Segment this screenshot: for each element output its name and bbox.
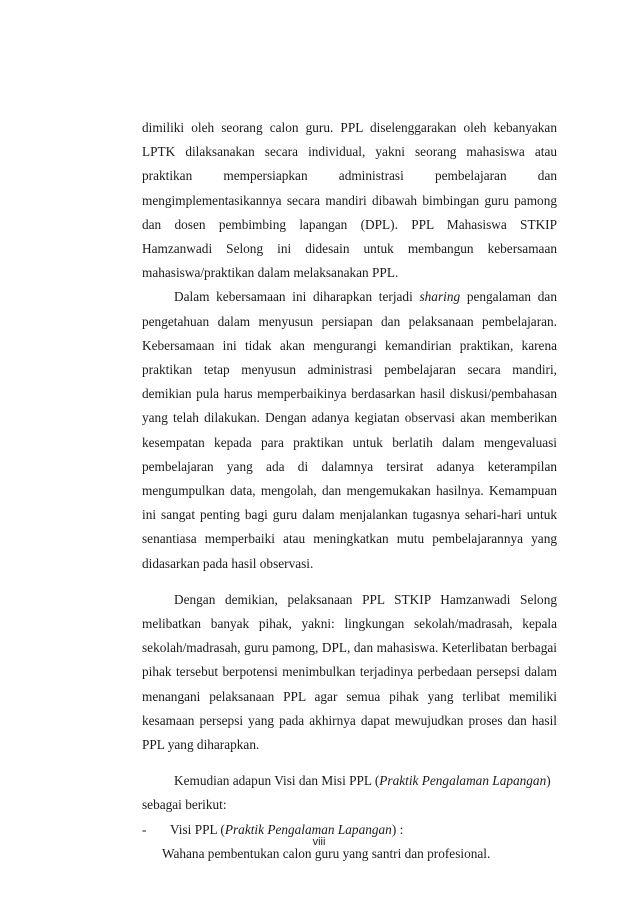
text-line: mengumpulkan data, mengolah, dan mengemukakan hasilnya. Kemampuan <box>142 483 557 499</box>
text-line: praktikan tetap menyusun administrasi pembelajaran secara mandiri, <box>142 362 557 378</box>
text-line: yang telah dilakukan. Dengan adanya kegiatan observasi akan memberikan <box>142 410 557 426</box>
text-line: pengetahuan dalam menyusun persiapan dan pelaksanaan pembelajaran. <box>142 313 557 329</box>
text-line: demikian pula harus memperbaikinya berdasarkan hasil diskusi/pembahasan <box>142 386 557 402</box>
paragraph-1 <box>142 116 557 285</box>
text-line: Kebersamaan ini tidak akan mengurangi kemandirian praktikan, karena <box>142 337 557 353</box>
text-line: dimiliki oleh seorang calon guru. PPL diselenggarakan oleh kebanyakan <box>142 120 557 135</box>
paragraph-3 <box>142 588 557 757</box>
text-segment: pengalaman dan <box>460 289 557 305</box>
text-line: kesempatan kepada para praktikan untuk berlatih dalam mengevaluasi <box>142 434 557 450</box>
paragraph-2 <box>142 285 557 575</box>
text-line: melibatkan banyak pihak, yakni: lingkungan sekolah/madrasah, kepala <box>142 616 557 632</box>
italic-term: Praktik Pengalaman Lapangan <box>379 773 547 789</box>
text-line: menangani pelaksanaan PPL agar semua pihak yang terlibat memiliki <box>142 688 557 704</box>
italic-term: sharing <box>419 289 461 305</box>
text-line: mahasiswa/praktikan dalam melaksanakan PPL. <box>142 265 399 281</box>
paragraph-gap <box>142 576 557 588</box>
text-line: praktikan mempersiapkan administrasi pembelajaran dan <box>142 168 557 184</box>
text-segment: Dalam kebersamaan ini diharapkan terjadi <box>174 289 420 305</box>
text-line: sebagai berikut: <box>142 797 227 813</box>
text-line: senantiasa memperbaiki atau meningkatkan mutu pembelajarannya yang <box>142 531 557 547</box>
paragraph-4 <box>142 769 557 817</box>
bullet-dash: - <box>142 821 147 837</box>
text-segment: ) <box>546 773 551 789</box>
text-line: kesamaan persepsi yang pada akhirnya dapat mewujudkan proses dan hasil <box>142 712 557 728</box>
text-line: PPL yang diharapkan. <box>142 737 260 753</box>
text-line: didasarkan pada hasil observasi. <box>142 555 314 571</box>
text-line: pihak tersebut berpotensi menimbulkan terjadinya perbedaan persepsi dalam <box>142 664 557 680</box>
text-line <box>142 285 557 309</box>
text-line: pembelajaran yang ada di dalamnya tersirat adanya keterampilan <box>142 458 557 474</box>
page-number: viii <box>312 836 326 848</box>
paragraph-gap <box>142 757 557 769</box>
text-segment: Kemudian adapun Visi dan Misi PPL ( <box>174 773 380 789</box>
text-segment: ) : <box>391 821 404 837</box>
text-line: mengimplementasikannya secara mandiri dibawah bimbingan guru pamong <box>142 192 557 208</box>
body-text <box>142 116 557 866</box>
text-line: sekolah/madrasah, guru pamong, DPL, dan mahasiswa. Keterlibatan berbagai <box>142 640 557 656</box>
text-line: Hamzanwadi Selong ini didesain untuk membangun kebersamaan <box>142 241 557 257</box>
text-line: ini sangat penting bagi guru dalam menjalankan tugasnya sehari-hari untuk <box>142 507 557 523</box>
text-line: Dengan demikian, pelaksanaan PPL STKIP Hamzanwadi Selong <box>174 591 557 607</box>
italic-term: Praktik Pengalaman Lapangan <box>224 821 392 837</box>
vision-description: Wahana pembentukan calon guru yang santri dan profesional. <box>162 845 491 861</box>
text-segment: Visi PPL ( <box>170 821 225 837</box>
text-line: dan dosen pembimbing lapangan (DPL). PPL Mahasiswa STKIP <box>142 216 557 232</box>
text-line: LPTK dilaksanakan secara individual, yakni seorang mahasiswa atau <box>142 144 557 160</box>
text-line <box>142 769 557 793</box>
